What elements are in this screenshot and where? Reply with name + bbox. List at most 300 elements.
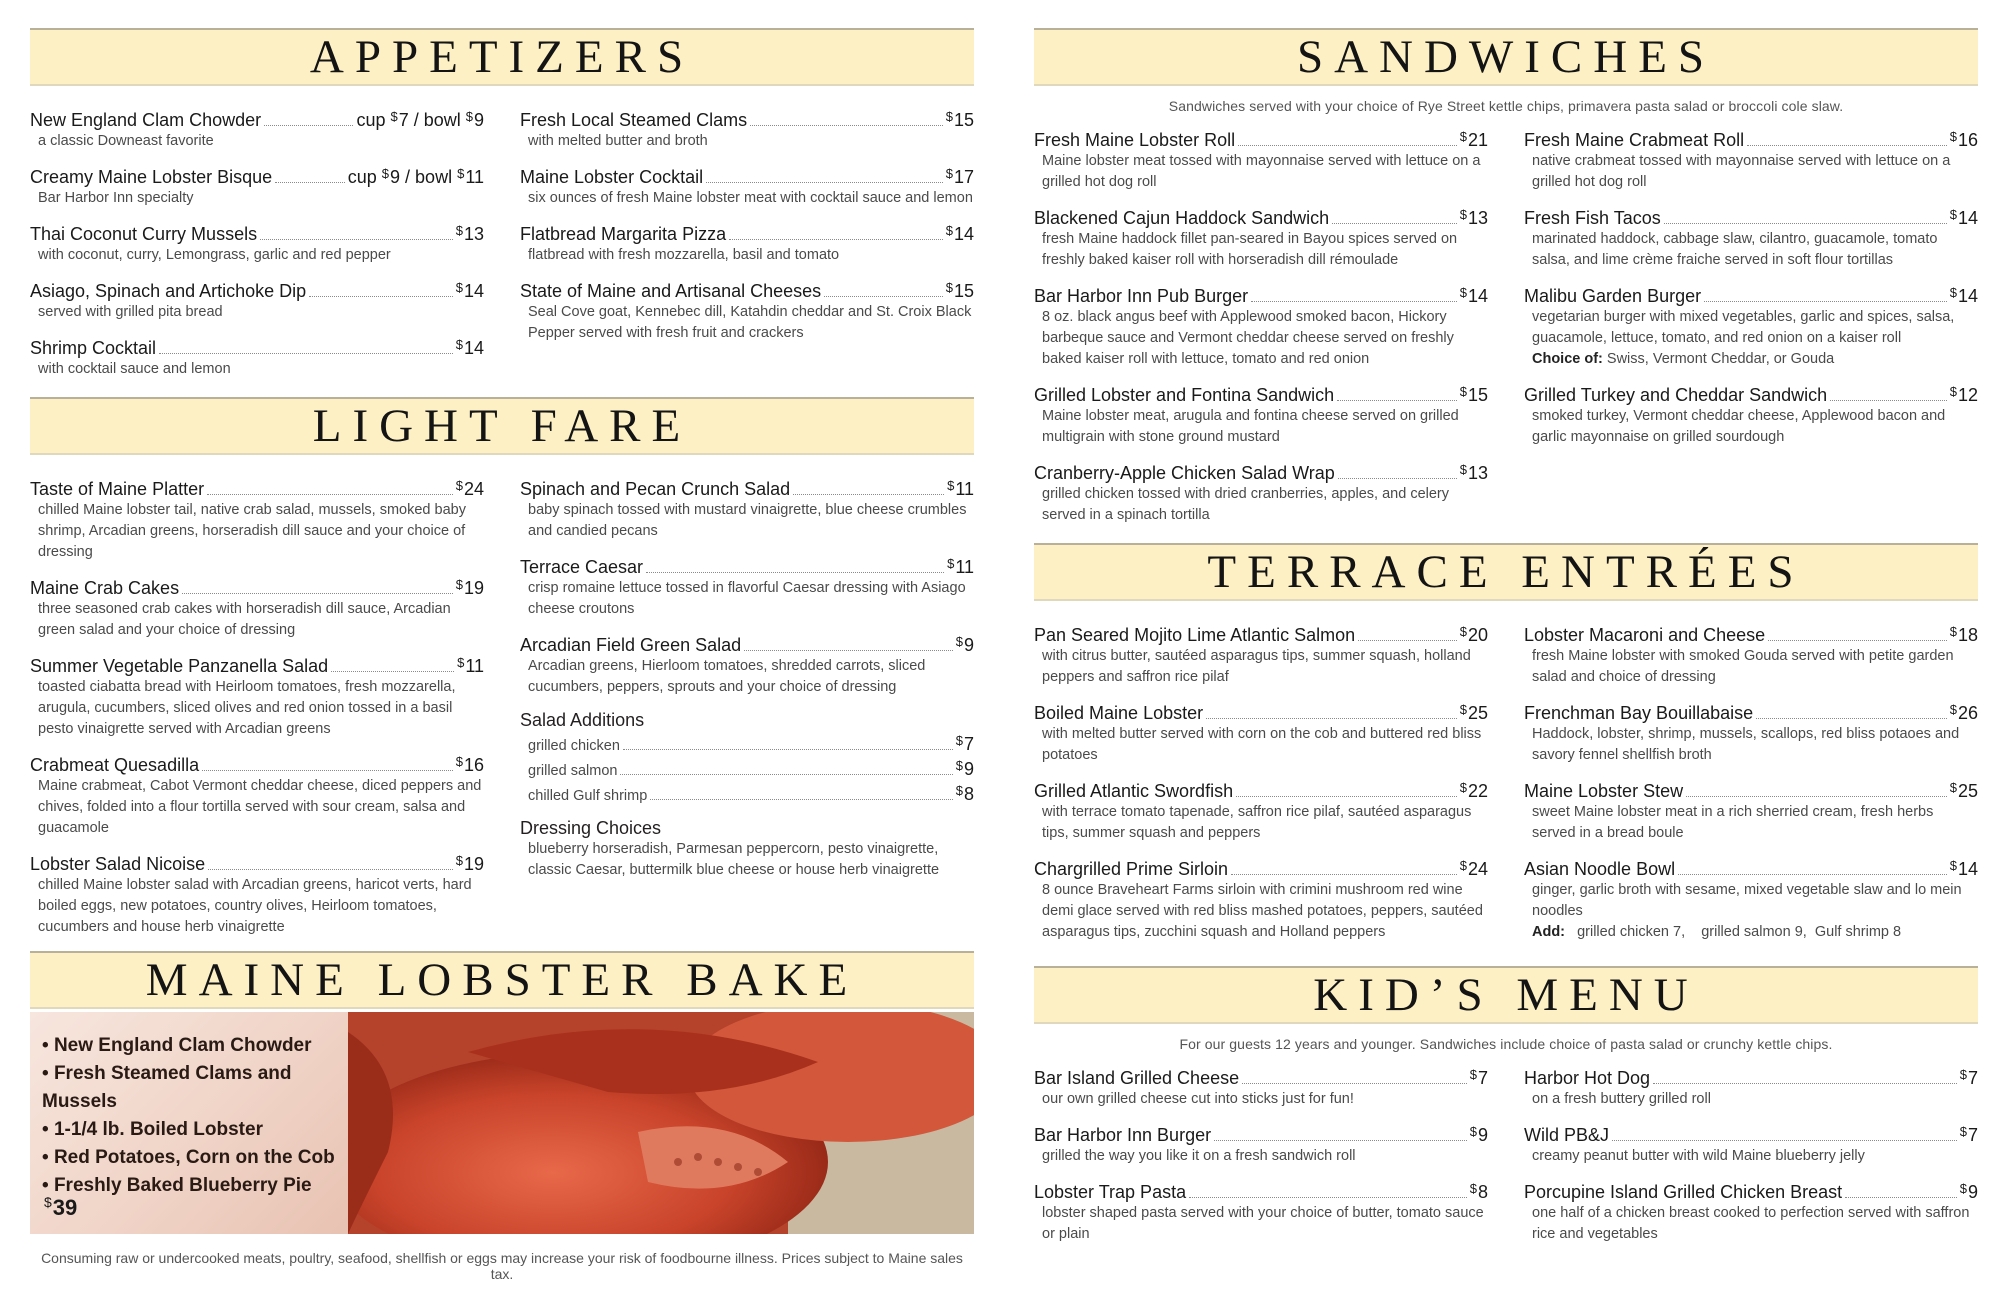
menu-item-options-label: Choice of: [1532,351,1603,367]
appetizers-left-column [30,106,484,391]
menu-item-price: $14 [1949,207,1978,228]
menu-item-header [1034,621,1488,646]
menu-item [1034,777,1488,844]
menu-item-header [30,163,484,188]
kids-section [1034,966,1978,1256]
menu-item-description: grilled the way you like it on a fresh sandwich roll [1042,1148,1356,1164]
menu-item-price: $11 [947,556,974,577]
menu-item-name: Maine Lobster Cocktail [520,167,704,187]
menu-item-description: six ounces of fresh Maine lobster meat with cocktail sauce and lemon [528,190,973,206]
sandwiches-left-column [1034,126,1488,537]
dot-leader [729,239,943,240]
menu-item-price: $15 [945,280,974,301]
dot-leader [1231,874,1457,875]
menu-item [1524,1121,1978,1167]
salad-addition-price: $7 [955,733,974,754]
menu-item-header [520,277,974,302]
menu-item-header [30,220,484,245]
menu-item [30,334,484,380]
menu-item-description: ginger, garlic broth with sesame, mixed vegetable slaw and lo mein noodles [1532,882,1962,919]
menu-item-header [520,553,974,578]
sandwiches-right-column [1524,126,1978,537]
menu-item [30,163,484,209]
menu-item [1524,777,1978,844]
menu-item-price: $24 [455,478,484,499]
dot-leader [275,182,345,183]
menu-item-description: fresh Maine lobster with smoked Gouda served with petite garden salad and choice of dressing [1532,648,1954,685]
menu-item-header [1524,282,1978,307]
lobster-bake-item: • 1-1/4 lb. Boiled Lobster [42,1116,348,1144]
menu-item [30,652,484,740]
menu-item-description: marinated haddock, cabbage slaw, cilantro, guacamole, tomato salsa, and lime crème fraiche served in soft flour tortillas [1532,231,1938,268]
kids-columns [1034,1064,1978,1256]
dot-leader [1756,718,1947,719]
menu-item-price: $13 [1459,462,1488,483]
salad-addition-price: $9 [955,758,974,779]
lobster-bake-box [30,1012,974,1234]
menu-item-header [1034,381,1488,406]
menu-item-name: Grilled Lobster and Fontina Sandwich [1034,385,1335,405]
kids-left-column [1034,1064,1488,1256]
menu-item-name: Thai Coconut Curry Mussels [30,224,258,244]
menu-item-price: $14 [1949,858,1978,879]
sandwiches-heading: SANDWICHES [1034,28,1978,86]
dot-leader [620,774,952,775]
dot-leader [264,125,353,126]
menu-item-price: $8 [1469,1181,1488,1202]
menu-item-name: Grilled Turkey and Cheddar Sandwich [1524,385,1828,405]
menu-item-header [520,475,974,500]
salad-addition [520,781,974,806]
menu-item-description: chilled Maine lobster salad with Arcadian greens, haricot verts, hard boiled eggs, new potatoes, country olives, Heirloom tomatoes, cucumbers and house herb vinaigrette [38,877,472,935]
lobster-bake-item: • New England Clam Chowder [42,1032,348,1060]
menu-item-description: a classic Downeast favorite [38,133,214,149]
dot-leader [1189,1197,1467,1198]
menu-item-name: Shrimp Cocktail [30,338,157,358]
menu-item [1524,1064,1978,1110]
menu-item-name: Maine Crab Cakes [30,578,180,598]
menu-item [520,220,974,266]
dot-leader [1214,1140,1467,1141]
menu-item-price: $11 [947,478,974,499]
menu-item-header [520,163,974,188]
menu-item-description: creamy peanut butter with wild Maine blueberry jelly [1532,1148,1865,1164]
salad-addition-amount: 8 [963,784,974,804]
menu-item-price: $14 [945,223,974,244]
sandwiches-section [1034,28,1978,537]
salad-addition-price: $8 [955,783,974,804]
menu-item [1034,459,1488,526]
menu-item [520,106,974,152]
dot-leader [1338,478,1457,479]
dressing-choices [520,817,974,881]
menu-item [520,631,974,698]
menu-item-price: $7 [1469,1067,1488,1088]
dot-leader [1236,796,1457,797]
menu-item-options [1524,922,1978,943]
menu-item-name: Taste of Maine Platter [30,479,205,499]
menu-item-header [520,631,974,656]
menu-item-description: with cocktail sauce and lemon [38,361,231,377]
menu-item-name: Bar Harbor Inn Burger [1034,1125,1212,1145]
menu-item-description: fresh Maine haddock fillet pan-seared in Bayou spices served on freshly baked kaiser roll with horseradish dill rémoulade [1042,231,1458,268]
menu-item-description: Maine crabmeat, Cabot Vermont cheddar cheese, diced peppers and chives, folded into a flour tortilla served with sour cream, salsa and guacamole [38,778,482,836]
kids-note: For our guests 12 years and younger. Sandwiches include choice of pasta salad or crunchy kettle chips. [1179,1036,1833,1052]
menu-item-description: 8 ounce Braveheart Farms sirloin with crimini mushroom red wine demi glace served with red bliss mashed potatoes, peppers, sautéed asparagus tips, zucchini squash and Holland peppers [1042,882,1483,940]
dot-leader [1664,223,1947,224]
dot-leader [1678,874,1947,875]
dot-leader [1358,640,1457,641]
dot-leader [207,494,453,495]
menu-item-description: smoked turkey, Vermont cheddar cheese, Applewood bacon and garlic mayonnaise on grilled sourdough [1532,408,1946,445]
sandwiches-note: Sandwiches served with your choice of Rye Street kettle chips, primavera pasta salad or broccoli cole slaw. [1168,98,1844,114]
menu-item-price: $11 [457,655,484,676]
kids-right-column [1524,1064,1978,1256]
dot-leader [159,353,453,354]
menu-item [1524,282,1978,370]
menu-item [30,850,484,938]
entrees-section [1034,543,1978,954]
dot-leader [1704,301,1947,302]
menu-item-header [1524,621,1978,646]
lobster-bake-items [30,1012,348,1234]
menu-item-header [1034,699,1488,724]
menu-item [520,475,974,542]
menu-item [1034,1064,1488,1110]
menu-item-description: grilled chicken tossed with dried cranberries, apples, and celery served in a spinach tortilla [1042,486,1450,523]
menu-item-price: $19 [455,577,484,598]
menu-item-price: $21 [1459,129,1488,150]
menu-item-price: $15 [945,109,974,130]
menu-item-name: Bar Island Grilled Cheese [1034,1068,1240,1088]
menu-item-options-text: Swiss, Vermont Cheddar, or Gouda [1602,351,1835,367]
menu-item-description: vegetarian burger with mixed vegetables, garlic and spices, salsa, guacamole, lettuce, tomato, and red onion on a kaiser roll [1532,309,1955,346]
menu-item-name: Pan Seared Mojito Lime Atlantic Salmon [1034,625,1356,645]
menu-item [1034,126,1488,193]
menu-item-header [520,220,974,245]
menu-item-price: $14 [455,337,484,358]
menu-item [1524,126,1978,193]
menu-item-price: $9 [1469,1124,1488,1145]
dot-leader [182,593,453,594]
light-fare-right-items [520,475,974,698]
menu-item-name: Bar Harbor Inn Pub Burger [1034,286,1249,306]
light-fare-heading: LIGHT FARE [30,397,974,455]
menu-item-description: chilled Maine lobster tail, native crab salad, mussels, smoked baby shrimp, Arcadian greens, horseradish dill sauce and your choice of dressing [38,502,466,560]
lobster-bake-heading: MAINE LOBSTER BAKE [30,951,974,1009]
menu-item-header [1524,204,1978,229]
menu-item-price: $14 [1949,285,1978,306]
dot-leader [202,770,453,771]
menu-item-header [1034,126,1488,151]
menu-item-name: Arcadian Field Green Salad [520,635,742,655]
menu-item-name: New England Clam Chowder [30,110,262,130]
menu-item-description: Bar Harbor Inn specialty [38,190,194,206]
menu-item [1034,282,1488,370]
lobster-bake-item: • Freshly Baked Blueberry Pie [42,1172,348,1200]
menu-item-description: sweet Maine lobster meat in a rich sherried cream, fresh herbs served in a bread boule [1532,804,1934,841]
menu-item [1524,699,1978,766]
right-page [1034,28,1978,1256]
menu-item-price: $7 [1959,1124,1978,1145]
menu-item-description: Seal Cove goat, Kennebec dill, Katahdin cheddar and St. Croix Black Pepper served with fresh fruit and crackers [528,304,972,341]
menu-item-description: Arcadian greens, Hierloom tomatoes, shredded carrots, sliced cucumbers, peppers, sprouts and your choice of dressing [528,658,926,695]
menu-item [1524,621,1978,688]
menu-item-name: Wild PB&J [1524,1125,1610,1145]
menu-item-header [1524,1178,1978,1203]
salad-addition-amount: 7 [963,734,974,754]
menu-item-description: Maine lobster meat, arugula and fontina cheese served on grilled multigrain with stone ground mustard [1042,408,1459,445]
menu-item-name: Boiled Maine Lobster [1034,703,1204,723]
menu-item-description: served with grilled pita bread [38,304,223,320]
salad-addition-name: chilled Gulf shrimp [528,788,648,804]
menu-item [520,163,974,209]
menu-item-price: $12 [1949,384,1978,405]
menu-item-name: Asiago, Spinach and Artichoke Dip [30,281,307,301]
dot-leader [331,671,454,672]
light-fare-left-column [30,475,484,949]
menu-item-name: State of Maine and Artisanal Cheeses [520,281,822,301]
menu-item-name: Crabmeat Quesadilla [30,755,200,775]
menu-item-header [1524,1064,1978,1089]
disclaimer: Consuming raw or undercooked meats, poultry, seafood, shellfish or eggs may increase your risk of foodbourne illness. Prices subject to Maine sales tax. [41,1250,963,1282]
menu-item-price: $19 [455,853,484,874]
dot-leader [1337,400,1457,401]
menu-item-price: cup $7 / bowl $9 [356,109,484,130]
kids-heading: KID’S MENU [1034,966,1978,1024]
menu-item [30,574,484,641]
dot-leader [1332,223,1457,224]
menu-item-name: Terrace Caesar [520,557,644,577]
menu-item [1524,381,1978,448]
menu-item [30,220,484,266]
appetizers-heading: APPETIZERS [30,28,974,86]
salad-addition [520,731,974,756]
menu-item-header [30,751,484,776]
dot-leader [260,239,453,240]
menu-item [520,553,974,620]
menu-item-price: $17 [945,166,974,187]
appetizers-right-column [520,106,974,391]
menu-item-name: Summer Vegetable Panzanella Salad [30,656,329,676]
menu-item-description: with melted butter and broth [528,133,708,149]
menu-item [1034,381,1488,448]
menu-item-options-text: grilled chicken 7, grilled salmon 9, Gulf shrimp 8 [1565,924,1902,940]
menu-item [520,277,974,344]
dot-leader [706,182,943,183]
menu-item-name: Porcupine Island Grilled Chicken Breast [1524,1182,1843,1202]
menu-item-name: Blackened Cajun Haddock Sandwich [1034,208,1330,228]
menu-item-header [1034,1178,1488,1203]
dot-leader [646,572,944,573]
appetizers-columns [30,106,974,391]
menu-item-price: $16 [1949,129,1978,150]
menu-item-price: cup $9 / bowl $11 [347,166,484,187]
menu-item-header [1034,204,1488,229]
menu-item-header [1524,381,1978,406]
menu-item-price: $9 [1959,1181,1978,1202]
entrees-columns [1034,621,1978,954]
menu-item-description: our own grilled cheese cut into sticks just for fun! [1042,1091,1354,1107]
menu-item-description: Haddock, lobster, shrimp, mussels, scallops, red bliss potaoes and savory fennel shellfish broth [1532,726,1960,763]
menu-item-description: with melted butter served with corn on the cob and buttered red bliss potatoes [1042,726,1482,763]
dot-leader [824,296,943,297]
menu-item-description: three seasoned crab cakes with horseradish dill sauce, Arcadian green salad and your choice of dressing [38,601,451,638]
menu-item-options [1524,349,1978,370]
menu-item-name: Flatbread Margarita Pizza [520,224,727,244]
menu-item-header [520,106,974,131]
menu-item-price: $26 [1949,702,1978,723]
menu-item-header [30,277,484,302]
menu-item-price: $22 [1459,780,1488,801]
menu-item-header [1034,777,1488,802]
menu-item [1524,1178,1978,1245]
menu-item [30,475,484,563]
menu-item-price: $16 [455,754,484,775]
menu-item-description: flatbread with fresh mozzarella, basil and tomato [528,247,840,263]
menu-item [30,277,484,323]
menu-item-name: Fresh Fish Tacos [1524,208,1661,228]
menu-item-name: Maine Lobster Stew [1524,781,1684,801]
menu-item-header [30,850,484,875]
dressing-choices-title: Dressing Choices [520,818,662,838]
menu-item-name: Fresh Maine Lobster Roll [1034,130,1236,150]
menu-item-price: $14 [1459,285,1488,306]
dressing-choices-desc: blueberry horseradish, Parmesan peppercorn, pesto vinaigrette, classic Caesar, buttermilk blue cheese or house herb vinaigrette [528,841,940,878]
dot-leader [623,749,953,750]
light-fare-section [30,397,974,949]
lobster-photo [348,1012,974,1234]
menu-item-header [1034,855,1488,880]
menu-item-name: Frenchman Bay Bouillabaise [1524,703,1754,723]
menu-item-description: with coconut, curry, Lemongrass, garlic and red pepper [38,247,391,263]
dot-leader [793,494,944,495]
menu-item-description: toasted ciabatta bread with Heirloom tomatoes, fresh mozzarella, arugula, cucumbers, sliced olives and red onion tossed in a basil pesto vinaigrette served with Arcadian greens [38,679,456,737]
dot-leader [1653,1083,1957,1084]
appetizers-section [30,28,974,391]
menu-item-name: Lobster Salad Nicoise [30,854,206,874]
menu-item-header [30,334,484,359]
menu-item-name: Asian Noodle Bowl [1524,859,1676,879]
lobster-bake-item: • Red Potatoes, Corn on the Cob [42,1144,348,1172]
entrees-right-column [1524,621,1978,954]
menu-item [30,106,484,152]
salad-addition-name: grilled chicken [528,738,620,754]
menu-item-description: crisp romaine lettuce tossed in flavorful Caesar dressing with Asiago cheese croutons [528,580,966,617]
menu-item-name: Malibu Garden Burger [1524,286,1702,306]
menu-item-description: baby spinach tossed with mustard vinaigrette, blue cheese crumbles and candied pecans [528,502,967,539]
menu-item-name: Lobster Macaroni and Cheese [1524,625,1766,645]
menu-item-header [1524,699,1978,724]
salad-addition-amount: 9 [963,759,974,779]
menu-item [1034,1121,1488,1167]
menu-item-header [1034,1064,1488,1089]
salad-addition [520,756,974,781]
menu-item-name: Harbor Hot Dog [1524,1068,1651,1088]
salad-addition-name: grilled salmon [528,763,618,779]
menu-item-name: Fresh Maine Crabmeat Roll [1524,130,1745,150]
menu-item-description: one half of a chicken breast cooked to perfection served with saffron rice and vegetables [1532,1205,1970,1242]
menu-item-name: Spinach and Pecan Crunch Salad [520,479,791,499]
dot-leader [1830,400,1947,401]
dot-leader [1206,718,1457,719]
menu-item-price: $9 [955,634,974,655]
dot-leader [750,125,943,126]
menu-item-price: $25 [1949,780,1978,801]
menu-item-price: $14 [455,280,484,301]
menu-item-description: lobster shaped pasta served with your choice of butter, tomato sauce or plain [1042,1205,1484,1242]
dot-leader [1238,145,1457,146]
menu-item-header [1034,1121,1488,1146]
menu-item-description: on a fresh buttery grilled roll [1532,1091,1711,1107]
menu-item-price: $20 [1459,624,1488,645]
menu-item-header [30,106,484,131]
menu-item-price: $25 [1459,702,1488,723]
menu-item-name: Lobster Trap Pasta [1034,1182,1187,1202]
menu-item-name: Cranberry-Apple Chicken Salad Wrap [1034,463,1335,483]
dot-leader [1251,301,1457,302]
dot-leader [1845,1197,1957,1198]
dot-leader [208,869,453,870]
menu-item-name: Fresh Local Steamed Clams [520,110,748,130]
menu-item-header [1524,777,1978,802]
menu-item [1524,204,1978,271]
menu-item-price: $13 [1459,207,1488,228]
menu-item [1034,699,1488,766]
menu-item-name: Grilled Atlantic Swordfish [1034,781,1234,801]
menu-item-header [30,574,484,599]
dot-leader [1612,1140,1957,1141]
menu-item [1524,855,1978,943]
menu-item-header [1524,1121,1978,1146]
left-page [30,28,974,1234]
menu-item-price: $13 [455,223,484,244]
salad-additions [520,709,974,806]
menu-item-price: $7 [1959,1067,1978,1088]
menu-item [1034,1178,1488,1245]
salad-additions-title: Salad Additions [520,710,645,730]
dot-leader [1686,796,1947,797]
menu-item [1034,204,1488,271]
dot-leader [1242,1083,1467,1084]
menu-item-header [30,475,484,500]
menu-item-name: Chargrilled Prime Sirloin [1034,859,1229,879]
sandwiches-columns [1034,126,1978,537]
menu-item-header [1034,459,1488,484]
menu-item-header [1524,126,1978,151]
dot-leader [309,296,453,297]
menu-item-options-label: Add: [1532,924,1566,940]
lobster-bake-price: $39 [44,1194,78,1220]
dot-leader [1747,145,1947,146]
menu-item-name: Creamy Maine Lobster Bisque [30,167,273,187]
entrees-left-column [1034,621,1488,954]
menu-item-header [1524,855,1978,880]
light-fare-right-column [520,475,974,949]
menu-item-description: with terrace tomato tapenade, saffron rice pilaf, sautéed asparagus tips, summer squash and peppers [1042,804,1472,841]
menu-item [30,751,484,839]
menu-item [1034,855,1488,943]
light-fare-columns [30,475,974,949]
dot-leader [1768,640,1947,641]
dot-leader [744,650,953,651]
menu-item-description: native crabmeat tossed with mayonnaise served with lettuce on a grilled hot dog roll [1532,153,1951,190]
dot-leader [650,799,952,800]
menu-item-header [1034,282,1488,307]
lobster-bake-item: • Fresh Steamed Clams and Mussels [42,1060,348,1116]
salad-additions-list [520,731,974,806]
lobster-bake-section [30,951,974,1234]
